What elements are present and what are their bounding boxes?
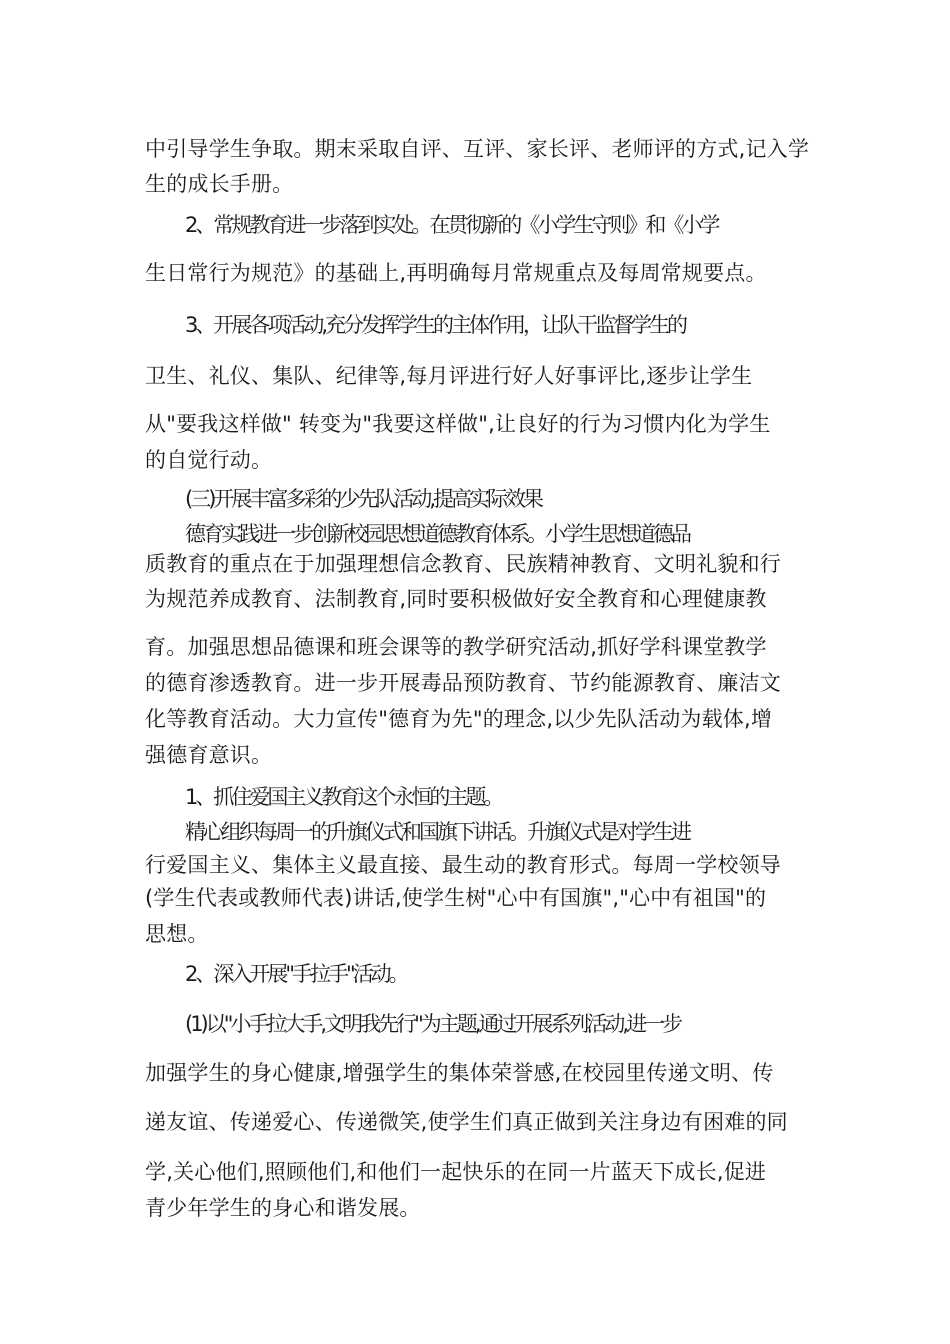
text-line: 的德育渗透教育。进一步开展毒品预防教育、节约能源教育、廉洁文 [145,671,781,695]
text-line: 生日常行为规范》的基础上,再明确每月常规重点及每周常规要点。 [145,261,767,285]
text-line: 学,关心他们,照顾他们,和他们一起快乐的在同一片蓝天下成长,促进 [145,1160,767,1184]
text-line: 德育实践进一步创新校园思想道德教育体系。小学生思想道德品 [185,522,689,546]
text-line: 递友谊、传递爱心、传递微笑,使学生们真正做到关注身边有困难的同 [145,1110,788,1134]
text-line: 2、深入开展"手拉手"活动。 [185,962,407,986]
text-line: 从"要我这样做" 转变为"我要这样做",让良好的行为习惯内化为学生 [145,412,771,436]
text-line: 加强学生的身心健康,增强学生的集体荣誉感,在校园里传递文明、传 [145,1061,774,1085]
text-line: 青少年学生的身心和谐发展。 [145,1196,421,1220]
text-line: 思想。 [145,922,209,946]
text-line: (学生代表或教师代表)讲话,使学生树"心中有国旗","心中有祖国"的 [145,886,767,910]
section-heading: (三)开展丰富多彩的少先队活动,提高实际效果 [185,487,542,511]
text-line: 化等教育活动。大力宣传"德育为先"的理念,以少先队活动为载体,增 [145,707,773,731]
text-line: (1)以"小手拉大手,文明我先行"为主题,通过开展系列活动,进一步 [185,1012,681,1036]
text-line: 2、常规教育进一步落到实处。在贯彻新的《小学生守则》和《小学 [185,213,718,237]
text-line: 行爱国主义、集体主义最直接、最生动的教育形式。每周一学校领导 [145,853,781,877]
text-line: 3、开展各项活动,充分发挥学生的主体作用，让队干监督学生的 [185,313,686,337]
text-line: 强德育意识。 [145,743,273,767]
text-line: 质教育的重点在于加强理想信念教育、民族精神教育、文明礼貌和行 [145,552,781,576]
text-line: 的自觉行动。 [145,448,273,472]
text-line: 生的成长手册。 [145,172,294,196]
text-line: 精心组织每周一的升旗仪式和国旗下讲话。升旗仪式是对学生进 [185,820,689,844]
text-line: 中引导学生争取。期末采取自评、互评、家长评、老师评的方式,记入学 [145,137,810,161]
text-line: 育。加强思想品德课和班会课等的教学研究活动,抓好学科课堂教学 [145,635,767,659]
text-line: 为规范养成教育、法制教育,同时要积极做好安全教育和心理健康教 [145,587,767,611]
text-line: 卫生、礼仪、集队、纪律等,每月评进行好人好事评比,逐步让学生 [145,364,753,388]
text-line: 1、抓住爱国主义教育这个永恒的主题。 [185,785,502,809]
